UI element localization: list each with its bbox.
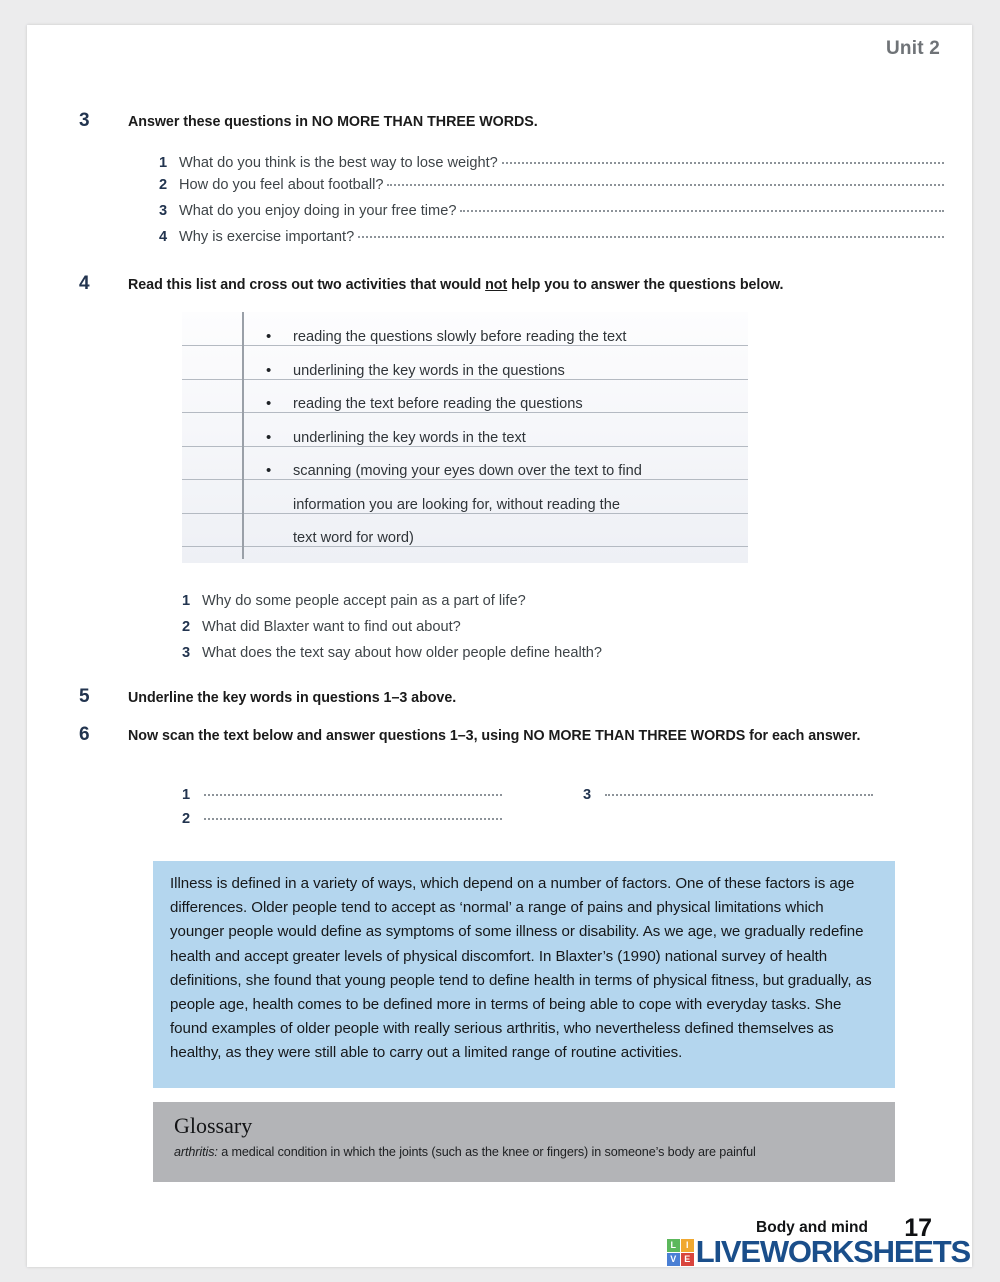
glossary-entry	[174, 1145, 877, 1159]
question-number: 1	[182, 593, 191, 609]
answer-leader-line[interactable]	[358, 236, 944, 238]
page-number: 17	[904, 1214, 932, 1242]
worksheet-page	[27, 25, 972, 1267]
exercise-4-question-2	[182, 619, 944, 641]
answer-input-line[interactable]	[204, 818, 502, 820]
activity-list-item[interactable]	[260, 358, 742, 392]
reading-passage	[153, 861, 895, 1088]
exercise-4-question-3	[182, 645, 944, 667]
liveworksheets-logo[interactable]	[667, 1234, 970, 1267]
question-text: What do you think is the best way to lose weight?	[179, 155, 498, 171]
exercise-5-instruction: Underline the key words in questions 1–3 above.	[128, 690, 457, 706]
question-text: What does the text say about how older people define health?	[202, 645, 602, 661]
exercise-4-question-1	[182, 593, 944, 615]
ruled-activity-list	[182, 312, 748, 563]
activity-text: reading the questions slowly before reading the text	[293, 329, 627, 345]
passage-text: Illness is defined in a variety of ways, which depend on a number of factors. One of these factors is age differences. Older people tend to accept as ‘normal’ a range of pains and physical limitations which younger people would define as symptoms of some illness or disability. As we age, we gradually redefine health and accept greater levels of physical discomfort. In Blaxter’s (1990) national survey of health definitions, she found that young people tend to define health in terms of physical fitness, but gradually, as people age, health comes to be defined more in terms of being able to cope with everyday tasks. She found examples of older people with really serious arthritis, who nevertheless defined themselves as healthy, as they were still able to carry out a limited range of routine activities.	[170, 875, 872, 1062]
activity-list-item-cont	[260, 492, 742, 526]
bullet-icon: •	[266, 462, 272, 479]
answer-number: 1	[182, 787, 191, 803]
exercise-3-number: 3	[79, 110, 90, 131]
answer-number: 3	[583, 787, 592, 803]
activity-text: reading the text before reading the questions	[293, 396, 583, 412]
answer-leader-line[interactable]	[387, 184, 944, 186]
answer-input-line[interactable]	[605, 794, 873, 796]
activity-list-item[interactable]	[260, 324, 742, 358]
activity-text: text word for word)	[293, 530, 414, 546]
answer-row-1	[182, 787, 502, 803]
activity-text: underlining the key words in the text	[293, 429, 526, 446]
exercise-3-question-1	[159, 155, 944, 177]
exercise-5-number: 5	[79, 686, 90, 707]
exercise-3-question-3	[159, 203, 944, 225]
activity-text: scanning (moving your eyes down over the text to find	[293, 463, 642, 479]
bullet-icon: •	[266, 395, 272, 412]
bullet-icon: •	[266, 328, 272, 345]
answer-number: 2	[182, 811, 191, 827]
exercise-6-number: 6	[79, 724, 90, 745]
exercise-6-instruction: Now scan the text below and answer questions 1–3, using NO MORE THAN THREE WORDS for each answer.	[128, 728, 861, 744]
question-text: Why do some people accept pain as a part of life?	[202, 593, 526, 609]
exercise-4-instruction: Read this list and cross out two activities that would not help you to answer the questions below.	[128, 277, 784, 293]
logo-tiles-icon	[667, 1239, 694, 1266]
logo-tile-e: E	[681, 1253, 694, 1266]
bullet-icon: •	[266, 428, 272, 446]
margin-line	[242, 312, 244, 559]
answer-row-3	[583, 787, 873, 803]
activity-list-item[interactable]	[260, 425, 742, 459]
glossary-term: arthritis:	[174, 1145, 218, 1159]
question-text: What do you enjoy doing in your free time?	[179, 203, 457, 219]
question-number: 4	[159, 229, 168, 245]
answer-row-2	[182, 811, 502, 827]
bullet-icon: •	[266, 361, 272, 379]
exercise-4-number: 4	[79, 273, 90, 294]
logo-tile-v: V	[667, 1253, 680, 1266]
activity-text: information you are looking for, without reading the	[293, 496, 620, 513]
question-number: 3	[182, 645, 191, 661]
question-number: 1	[159, 155, 168, 171]
book-title: Body and mind	[756, 1219, 868, 1236]
question-text: Why is exercise important?	[179, 229, 355, 245]
logo-tile-l: L	[667, 1239, 680, 1252]
activity-list-item[interactable]	[260, 391, 742, 425]
exercise-3-instruction: Answer these questions in NO MORE THAN THREE WORDS.	[128, 114, 538, 130]
question-text: How do you feel about football?	[179, 177, 384, 193]
question-number: 2	[159, 177, 168, 193]
unit-header: Unit 2	[886, 38, 940, 59]
answer-input-line[interactable]	[204, 794, 502, 796]
page-footer	[27, 1209, 972, 1267]
activity-list-item-cont	[260, 525, 742, 559]
answer-leader-line[interactable]	[502, 162, 944, 164]
question-number: 2	[182, 619, 191, 635]
question-text: What did Blaxter want to find out about?	[202, 619, 461, 635]
glossary-definition: a medical condition in which the joints (such as the knee or fingers) in someone’s body are painful	[217, 1145, 756, 1159]
glossary-title: Glossary	[174, 1113, 253, 1138]
answer-leader-line[interactable]	[460, 210, 944, 212]
logo-tile-i: I	[681, 1239, 694, 1252]
exercise-3-question-2	[159, 177, 944, 199]
logo-wordmark: LIVEWORKSHEETS	[695, 1234, 970, 1267]
activity-list-item[interactable]	[260, 458, 742, 492]
activity-text: underlining the key words in the questions	[293, 362, 565, 379]
glossary-box	[153, 1102, 895, 1182]
question-number: 3	[159, 203, 168, 219]
exercise-3-question-4	[159, 229, 944, 251]
